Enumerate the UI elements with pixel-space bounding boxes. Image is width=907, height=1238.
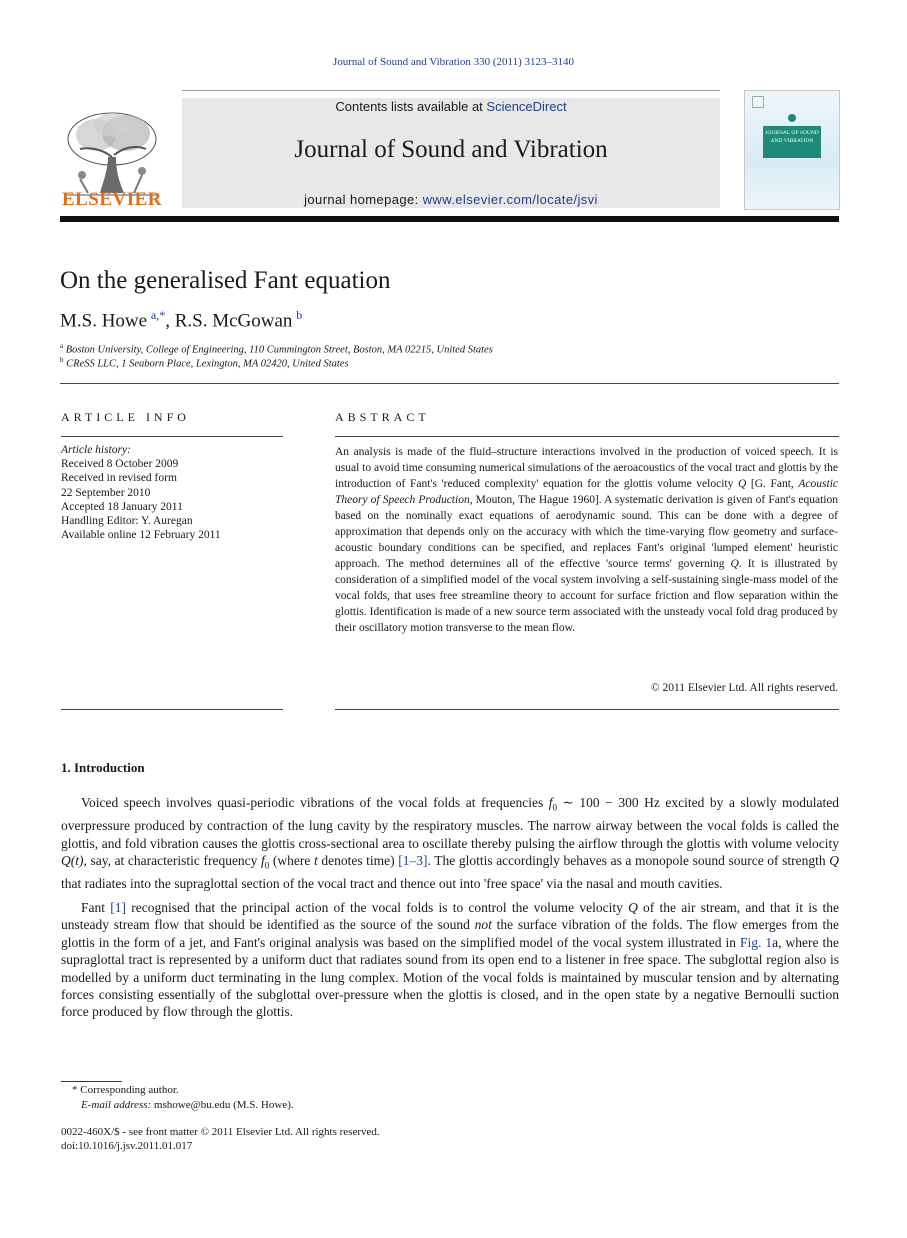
email-footnote: [81, 1099, 294, 1111]
math-symbol: f: [261, 852, 265, 868]
doi[interactable]: doi:10.1016/j.jsv.2011.01.017: [61, 1140, 193, 1152]
abstract-segment: An analysis is made of the fluid–structure interactions involved in the production of voiced speech. It is usual to avoid time consuming numerical simulations of the aeroacoustics of the vocal tract and glottis by the introduction of Fant's 'reduced complexity' equation for the glottis volume velocity: [335, 446, 839, 490]
affiliation-text: CReSS LLC, 1 Seaborn Place, Lexington, MA 02420, United States: [63, 358, 349, 370]
abstract-symbol: Q: [737, 478, 747, 490]
front-matter-note: 0022-460X/$ - see front matter © 2011 Elsevier Ltd. All rights reserved.: [61, 1126, 380, 1138]
abstract-copyright: © 2011 Elsevier Ltd. All rights reserved.: [650, 682, 838, 694]
math-subscript: 0: [264, 860, 270, 871]
abstract-segment: . It is illustrated by consideration of a simplified model of the vocal system involving a self-sustaining single-mass model of the vocal folds, that uses free streamline theory to account for surface friction and flow separation within the glottis. Identification is made of a new source term associated with the unsteady vocal fold drag produced by their oscillatory motion transverse to the mean flow.: [335, 558, 838, 634]
math-range: ∼ 100 − 300 Hz: [557, 795, 660, 810]
article-info-label: ARTICLE INFO: [61, 410, 190, 424]
affiliation-b: [60, 356, 349, 370]
text-segment: of the air stream, and that it is the unsteady stream flow that should be identified as the source of the sound: [61, 900, 839, 933]
citation-link[interactable]: [1–3]: [398, 852, 428, 868]
text-segment: the surface vibration of the folds. The flow emerges from the glottis in the form of a jet, and Fant's original analysis was based on the simplified model of the vocal system illustrated in: [61, 917, 839, 950]
figure-link[interactable]: Fig. 1: [740, 934, 773, 950]
emphasis: not: [474, 917, 492, 933]
footnote-rule: [61, 1081, 122, 1082]
author-separator: ,: [165, 310, 175, 332]
affiliation-text: Boston University, College of Engineering, 110 Cummington Street, Boston, MA 02215, United States: [63, 344, 493, 356]
text-segment: , say, at characteristic frequency: [83, 852, 262, 868]
history-line: Handling Editor: Y. Auregan: [61, 515, 193, 528]
journal-name: Journal of Sound and Vibration: [294, 136, 608, 163]
abstract-text: [335, 444, 838, 636]
email-suffix: (M.S. Howe).: [230, 1099, 294, 1111]
author-name: R.S. McGowan: [174, 310, 293, 332]
abstract-symbol: Q: [730, 558, 739, 570]
contents-line: [182, 99, 720, 114]
math-symbol: f: [548, 795, 553, 810]
intro-paragraph-1: [61, 794, 839, 892]
citation-link[interactable]: [1]: [110, 900, 126, 915]
homepage-link[interactable]: www.elsevier.com/locate/jsvi: [422, 192, 598, 207]
math-symbol: t: [313, 852, 318, 868]
sciencedirect-link[interactable]: ScienceDirect: [486, 99, 567, 114]
section-heading: 1. Introduction: [61, 760, 145, 775]
text-segment: Fant: [81, 900, 111, 915]
homepage-prefix: journal homepage:: [304, 192, 423, 207]
intro-paragraph-2: [61, 899, 839, 1021]
text-segment: excited by a slowly modulated overpressure produced by contraction of the lung cavity by the respiratory muscles. The narrow airway between the vocal folds is called the glottis, and fold vibration causes the glottis cross-sectional area to oscillate thereby pulsing the airflow through the glottis with volume velocity: [61, 795, 839, 851]
history-line: Received 8 October 2009: [61, 458, 179, 471]
math-symbol: Q(t): [61, 852, 84, 868]
author-list: [60, 308, 302, 332]
divider: [335, 709, 839, 710]
divider: [335, 436, 839, 437]
history-line: Received in revised form: [61, 472, 177, 485]
text-segment: denotes time): [317, 852, 399, 868]
math-subscript: 0: [552, 802, 558, 813]
divider: [61, 436, 283, 437]
email-address[interactable]: mshowe@bu.edu: [153, 1099, 231, 1111]
abstract-segment: , Mouton, The Hague 1960]. A systematic derivation is given of Fant's equation based on the nominally exact equations of aerodynamic sound. This can be done with a degree of approximation that depends only on the accuracy with which the time-varying flow geometry and surface-acoustic boundary conditions can be specified, and replaces Fant's original 'lumped element' heuristic approach. The method determines all of the effective 'source terms' governing: [335, 494, 839, 570]
author-affiliation-link[interactable]: a,*: [150, 308, 166, 322]
cover-title: JOURNAL OF SOUND AND VIBRATION: [763, 126, 821, 158]
text-segment: recognised that the principal action of the vocal folds is to control the volume velocity: [125, 900, 629, 915]
homepage-line: [182, 192, 720, 207]
email-label: E-mail address:: [81, 1099, 154, 1111]
text-segment: that radiates into the supraglottal section of the vocal tract and thence out into 'free space' via the nasal and mouth cavities.: [61, 876, 723, 891]
math-symbol: Q: [628, 900, 638, 915]
text-segment: (where: [269, 852, 314, 868]
history-line: Available online 12 February 2011: [61, 529, 221, 542]
divider: [60, 383, 839, 384]
affiliation-a: [60, 342, 493, 356]
math-symbol: Q: [829, 852, 839, 868]
article-history: [61, 443, 221, 542]
corresponding-author-note: * Corresponding author.: [72, 1084, 179, 1096]
text-segment: Voiced speech involves quasi-periodic vibrations of the vocal folds at frequencies: [81, 795, 549, 810]
history-label: Article history:: [61, 444, 131, 456]
article-title: On the generalised Fant equation: [60, 267, 391, 294]
abstract-book-title: Acoustic Theory of Speech Production: [335, 478, 838, 506]
cover-badge-icon: [752, 96, 764, 108]
masthead-rule: [182, 90, 720, 91]
elsevier-wordmark[interactable]: ELSEVIER: [61, 189, 163, 210]
text-segment: . The glottis accordingly behaves as a monopole sound source of strength: [427, 852, 830, 868]
cover-emblem-icon: [788, 114, 796, 122]
affiliation-mark: a: [60, 342, 64, 350]
history-line: Accepted 18 January 2011: [61, 500, 183, 513]
abstract-label: ABSTRACT: [335, 410, 430, 424]
text-segment: a, where the supraglottal tract is represented by a uniform duct that radiates sound from its open end to a listener in free space. The subglottal region also is modelled by a uniform duct terminating in the lung complex. Motion of the vocal folds is maintained by muscular tension and by alternating forces consisting essentially of the subglottal over-pressure when the glottis is closed, and in the open state by a negative Bernoulli suction force produced by flow through the glottis.: [61, 934, 840, 1020]
author-name: M.S. Howe: [60, 310, 148, 332]
history-line: 22 September 2010: [61, 486, 151, 499]
header-rule: [60, 216, 839, 222]
journal-citation[interactable]: Journal of Sound and Vibration 330 (2011) 3123–3140: [332, 56, 574, 68]
abstract-segment: [G. Fant,: [746, 478, 799, 490]
author-affiliation-link[interactable]: b: [296, 308, 303, 322]
contents-prefix: Contents lists available at: [335, 99, 487, 114]
affiliation-mark: b: [60, 356, 64, 364]
divider: [61, 709, 283, 710]
